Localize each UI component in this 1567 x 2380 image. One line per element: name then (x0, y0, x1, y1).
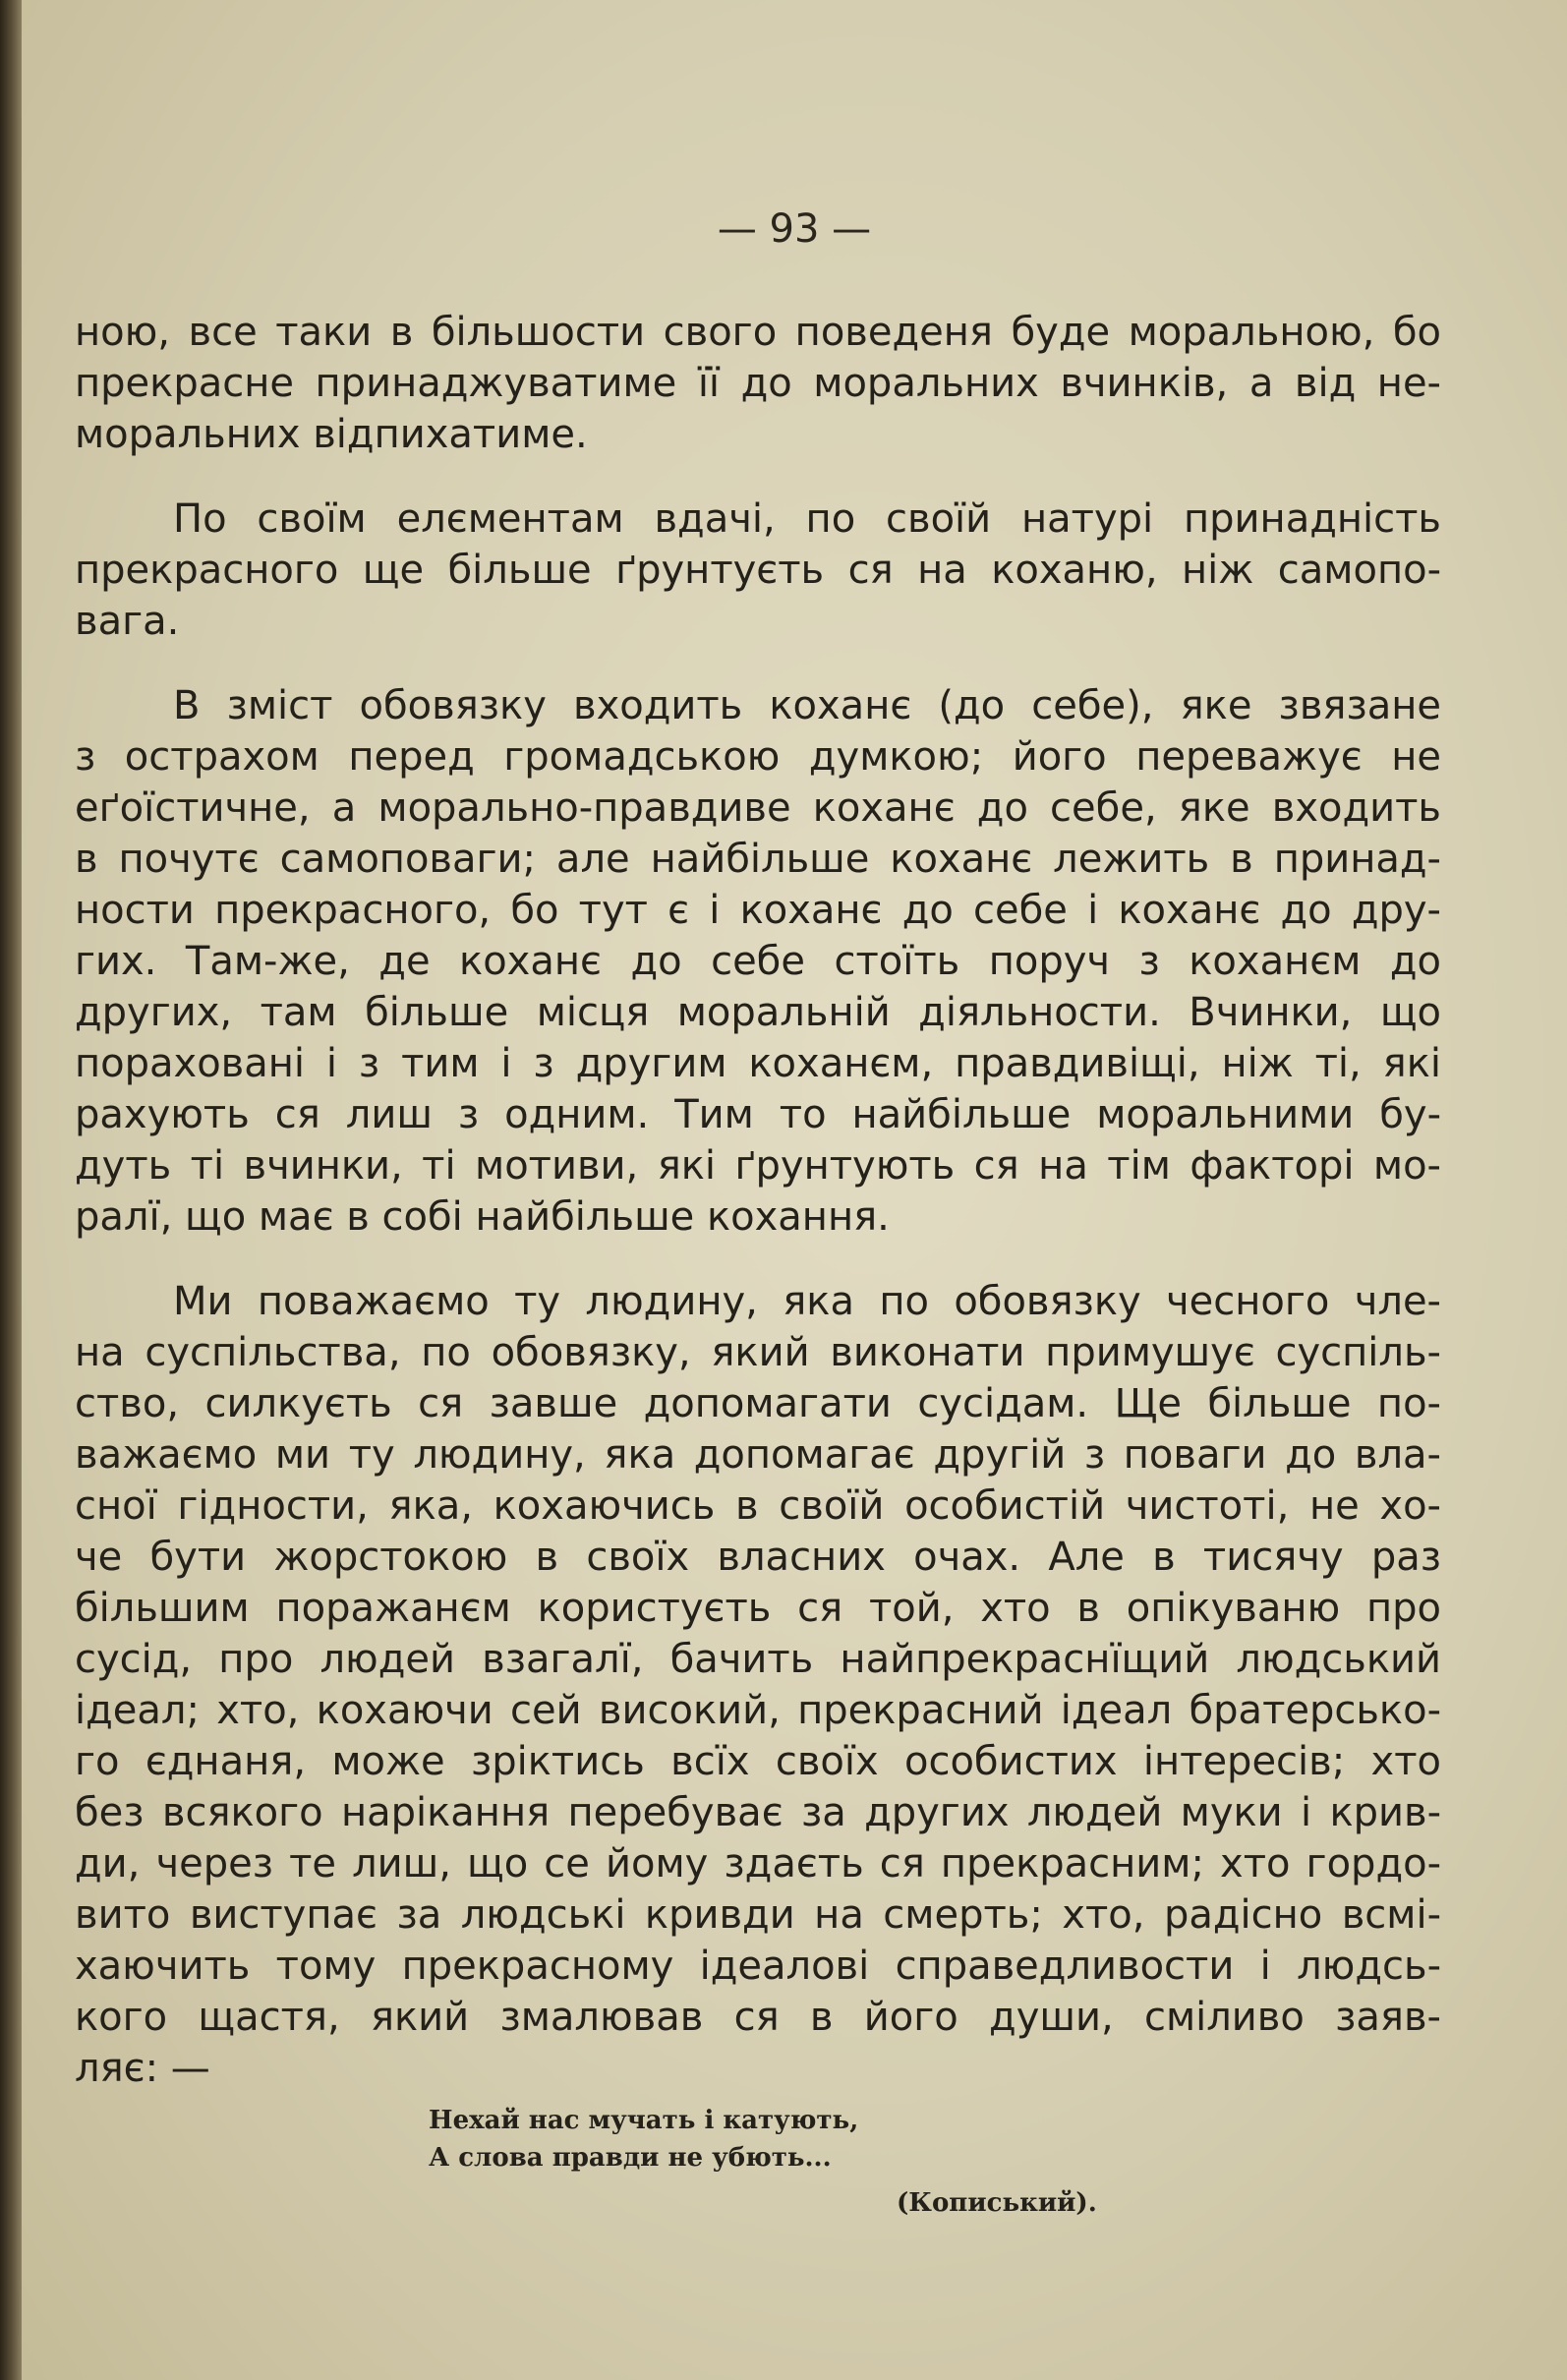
text-line: сної гідности, яка, кохаючись в своїй особистій чистоті, не хо- (75, 1483, 1441, 1529)
paragraph (75, 493, 1441, 647)
text-line: вито виступає за людські кривди на смерть; хто, радісно всмі- (75, 1892, 1441, 1938)
paragraph-gap (75, 1243, 1441, 1276)
paragraph (75, 307, 1441, 460)
text-line: Ми поважаємо ту людину, яка по обовязку чесного чле- (173, 1279, 1441, 1324)
text-line: ности прекрасного, бо тут є і коханє до себе і коханє до дру- (75, 888, 1441, 933)
verse-line: А слова правди не убють... (429, 2143, 832, 2173)
text-line: кого щастя, який змалював ся в його души, сміливо заяв- (75, 1995, 1441, 2040)
text-line: рахують ся лиш з одним. Тим то найбільше моральними бу- (75, 1092, 1441, 1137)
text-line: пораховані і з тим і з другим коханєм, правдивіщі, ніж ті, які (75, 1041, 1441, 1086)
text-line: сусід, про людей взагалї, бачить найпрекраснїщий людський (75, 1637, 1441, 1682)
book-page (22, 0, 1567, 2380)
text-line: других, там більше місця моральній діяльности. Вчинки, що (75, 990, 1441, 1035)
verse-quote (429, 2102, 858, 2177)
text-line: хаючить тому прекрасному ідеалові справедливости і людсь- (75, 1944, 1441, 1989)
page-number: — 93 — (717, 206, 872, 252)
text-line: ралї, що має в собі найбільше кохання. (75, 1194, 890, 1240)
text-line: вага. (75, 599, 180, 644)
paragraph (75, 680, 1441, 1243)
text-line: дуть ті вчинки, ті мотиви, які ґрунтують ся на тім факторі мо- (75, 1143, 1441, 1189)
paragraph-gap (75, 460, 1441, 493)
text-line: ідеал; хто, кохаючи сей високий, прекрасний ідеал братерсько- (75, 1688, 1441, 1733)
text-line: го єднаня, може зріктись всїх своїх особистих інтересів; хто (75, 1739, 1441, 1784)
text-line: з острахом перед громадською думкою; його переважує не (75, 734, 1441, 780)
text-line: гих. Там-же, де коханє до себе стоїть поруч з коханєм до (75, 939, 1441, 984)
paragraph-gap (75, 647, 1441, 680)
text-line: прекрасне принаджуватиме її до моральних вчинків, а від не- (75, 361, 1441, 406)
text-line: моральних відпихатиме. (75, 412, 588, 457)
text-line: че бути жорстокою в своїх власних очах. Але в тисячу раз (75, 1535, 1441, 1580)
text-line: без всякого нарікання перебуває за других людей муки і крив- (75, 1790, 1441, 1835)
text-line: В зміст обовязку входить коханє (до себе), яке звязане (173, 683, 1441, 728)
text-line: ди, через те лиш, що се йому здаєть ся прекрасним; хто гордо- (75, 1841, 1441, 1887)
text-line: ною, все таки в більшости свого поведеня буде моральною, бо (75, 310, 1441, 355)
text-line: По своїм елєментам вдачі, по своїй натурі принадність (173, 496, 1441, 542)
verse-author: (Кописький). (897, 2188, 1097, 2218)
text-line: ляє: — (75, 2046, 210, 2091)
verse-line: Нехай нас мучать і катують, (429, 2106, 859, 2135)
text-line: ство, силкуєть ся завше допомагати сусідам. Ще більше по- (75, 1381, 1441, 1426)
text-line: більшим поражанєм користуєть ся той, хто в опікуваню про (75, 1586, 1441, 1631)
text-line: в почутє самоповаги; але найбільше коханє лежить в принад- (75, 837, 1441, 882)
body-text (75, 307, 1441, 2094)
text-line: на суспільства, по обовязку, який виконати примушує суспіль- (75, 1330, 1441, 1375)
book-binding-edge (0, 0, 22, 2380)
paragraph (75, 1276, 1441, 2094)
text-line: еґоїстичне, а морально-правдиве коханє до себе, яке входить (75, 785, 1441, 831)
text-line: прекрасного ще більше ґрунтуєть ся на коханю, ніж самопо- (75, 548, 1441, 593)
text-line: важаємо ми ту людину, яка допомагає другій з поваги до вла- (75, 1432, 1441, 1478)
